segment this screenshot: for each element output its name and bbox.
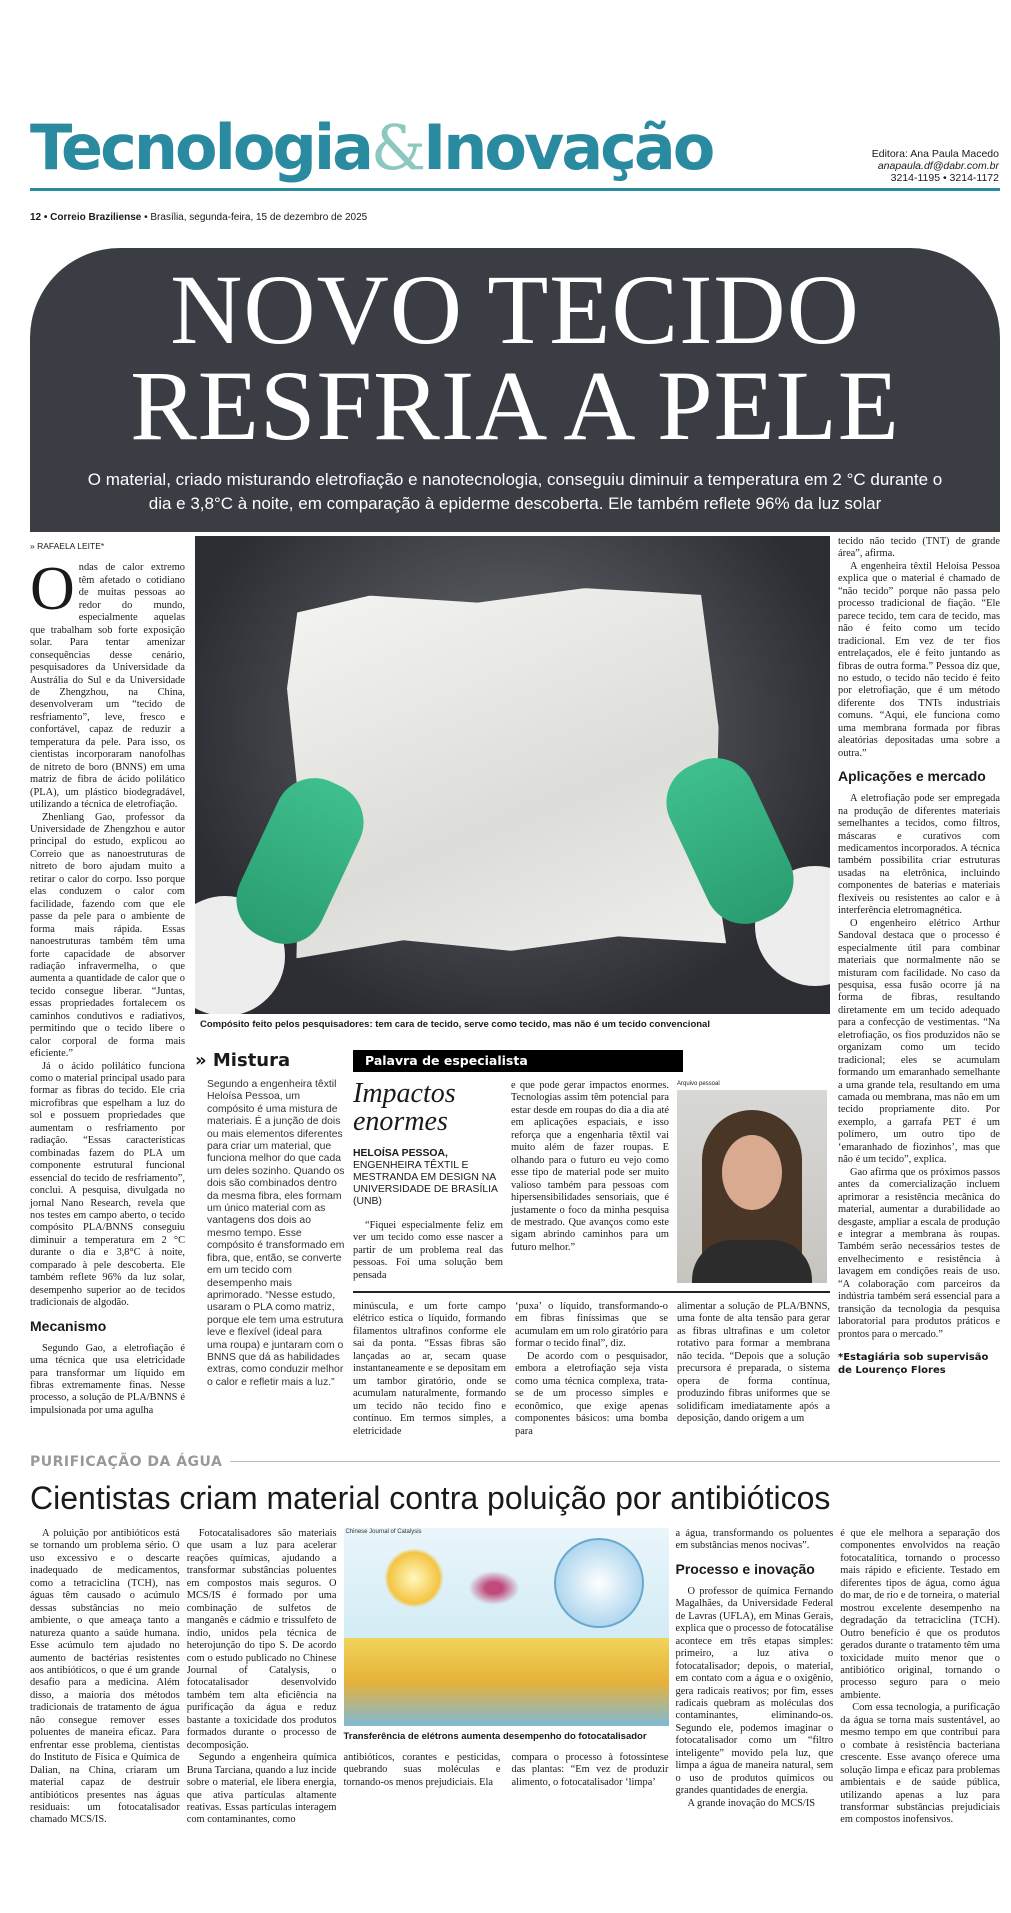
- molecule-inset: [554, 1538, 644, 1628]
- paragraph: Fotocatalisadores são materiais que usam a luz para acelerar reações químicas, ajudando a transformar substâncias poluentes em compostos mais seguros. O MCS/IS é formado por uma combinação de sulfetos de manganês e cádmio e trissulfeto de índio, unidos pela técnica de heterojunção do tipo S. De acordo com o estudo publicado no Chinese Journal of Catalysis, o fotocatalisador desenvolvido também tem alta eficiência na purificação da água e reduz bastante a toxicidade dos produtos formados durante o processo de decomposição.: [186, 1527, 337, 1751]
- article-column-3: [353, 1301, 506, 1438]
- paragraph: A engenheira têxtil Heloísa Pessoa explica que o material é chamado de “não tecido” porque não passa pelo processo tradicional de fiação. “Ele parece tecido, tem cara de tecido, mas não é feito como um tecido tradicional. Em vez de ter fios entrelaçados, ele é feito juntando as fibras de outra forma.” Pessoa diz que, no estudo, o tecido não tecido é feito por eletrofiação, que é um método diferente dos TNTs industriais comuns. “Aqui, ele funciona como uma membrana formada por fibras aleatórias depositadas uma sobre a outra.”: [838, 560, 1000, 759]
- section-header: [30, 1454, 1000, 1470]
- second-column-3: [344, 1752, 501, 1789]
- sun-icon: [384, 1548, 444, 1608]
- masthead-ampersand: &: [370, 111, 424, 184]
- paragraph: é que ele melhora a separação dos componentes envolvidos na reação fotocatalítica, tornando o processo mais rápido e eficiente. Testado em diferentes tipos de água, como água do mar, de rio e de torneira, o material mostrou excelente desempenho na degradação da tetraciclina (TCH). Outro benefício é que os produtos gerados durante o tratamento têm uma toxicidade muito menor que o antibiótico original, tornando o processo seguro para o meio ambiente.: [840, 1527, 1000, 1701]
- second-column-6: [840, 1528, 1000, 1827]
- footnote: *Estagiária sob supervisão de Lourenço Flores: [838, 1352, 989, 1377]
- mistura-box: [195, 1050, 345, 1389]
- editor-info: [872, 148, 999, 184]
- subhead-aplicacoes: Aplicações e mercado: [838, 768, 986, 785]
- paragraph: O engenheiro elétrico Arthur Sandoval destaca que o processo é especialmente útil para combinar materiais que normalmente não se misturam com facilidade. No caso da pesquisa, essa fusão ocorre já na forma de fibras, resultando diretamente em um tecido adequado para a confecção de vestimentas. “Na eletrofiação, os fios produzidos não se organizam como um tecido tradicional; eles se acumulam formando um emaranhado semelhante a uma grande tela, resultando em uma camada ou membrana, mas não em um tecido propriamente dito. Por exemplo, a garrafa PET é um polímero, um outro tipo de ‘emaranhado de fiozinhos’, mas que não é um tecido”, explica.: [838, 917, 1000, 1166]
- paragraph: minúscula, e um forte campo elétrico estica o líquido, formando filamentos ultrafinos conforme ele sai da ponta. “Essas fibras são lançadas ao ar, secam quase instantaneamente e se depositam em um tambor giratório, onde se acumulam naturalmente, formando um tecido não tecido fino e contínuo. Em termos simples, a eletricidade: [353, 1301, 506, 1437]
- center-area: [195, 536, 830, 1438]
- paragraph: Com essa tecnologia, a purificação da água se torna mais sustentável, ao mesmo tempo em que contribui para o combate à resistência bacteriana crescente. Esse avanço oferece uma solução limpa e eficaz para problemas ambientais e de saúde pública, utilizando apenas a luz para transformar substâncias prejudiciais em compostos inofensivos.: [840, 1702, 1000, 1826]
- paragraph: compara o processo à fotossíntese das plantas: “Em vez de produzir alimento, o fotocatalisador ‘limpa’: [511, 1751, 669, 1788]
- specialist-position: ENGENHEIRA TÊXTIL E MESTRANDA EM DESIGN NA UNIVERSIDADE DE BRASÍLIA (UNB): [353, 1160, 498, 1207]
- catalyst-layer: [344, 1638, 669, 1726]
- subhead-mecanismo: Mecanismo: [30, 1317, 107, 1334]
- editor-phones: 3214-1195 • 3214-1172: [890, 172, 999, 184]
- subhead-processo: Processo e inovação: [675, 1560, 815, 1577]
- masthead-inovacao: Inovação: [423, 111, 713, 184]
- drop-cap: O: [30, 555, 75, 624]
- paragraph: tecido não tecido (TNT) de grande área”, afirma.: [838, 536, 1000, 560]
- fabric-sheet: [284, 584, 726, 959]
- section-label: PURIFICAÇÃO DA ÁGUA: [30, 1453, 223, 1470]
- paragraph: A grande inovação do MCS/IS: [687, 1797, 816, 1809]
- paragraph: A eletrofiação pode ser empregada na produção de diferentes materiais semelhantes a tecidos, como filtros, máscaras e curativos com medicamentos incorporados. A técnica também possibilita criar estruturas usadas na eletrônica, incluindo componentes de baterias e materiais flexíveis ou resistentes ao calor e à interferência eletromagnética.: [838, 793, 1000, 917]
- main-article: [30, 536, 1000, 1438]
- editor-name: Editora: Ana Paula Macedo: [871, 148, 999, 160]
- specialist-portrait: [677, 1090, 827, 1283]
- section-rule: [230, 1461, 1000, 1462]
- mistura-text: Segundo a engenheira têxtil Heloísa Pessoa, um compósito é uma mistura de materiais. É a junção de dois ou mais elementos diferentes para criar um material, que funciona melhor do que cada um deles sozinho. Quando os dois são combinados dentro da mesma fibra, eles formam um único material com as vantagens dos dois ao mesmo tempo. Esse compósito é transformado em fibra, que, então, se converte em um tecido com desempenho mais aprimorado. “Nesse estudo, usaram o PLA como matriz, porque ele tem uma estrutura leve e flexível (ideal para uma roupa) e juntaram com o BNNS que dá as habilidades extras, como conduzir melhor o calor e refletir mais a luz.”: [207, 1079, 345, 1388]
- section-masthead: [30, 108, 712, 188]
- figure-area: [344, 1528, 669, 1789]
- paragraph: O professor de química Fernando Magalhães, da Universidade Federal de Lavras (UFLA), em Minas Gerais, explica que o processo de fotocatálise acontece em três etapas simples: primeiro, a luz ativa o fotocatalisador; depois, o material, em contato com a água e o oxigênio, gera radicais reativos; por fim, esses radicais quebram as moléculas dos contaminantes, eliminando-os. Segundo ele, podemos imaginar o fotocatalisador como um “filtro inteligente” movido pela luz, que limpa a água de maneira natural, sem o uso de produtos químicos ou grandes quantidades de energia.: [675, 1585, 834, 1797]
- second-column-1: [30, 1528, 180, 1827]
- antibiotic-molecule: [464, 1568, 524, 1608]
- headline-banner: [30, 248, 1000, 532]
- fabric-photo: [195, 536, 830, 1014]
- page-number: 12 • Correio Braziliense: [30, 212, 142, 223]
- article-column-4: [515, 1301, 668, 1438]
- paragraph: a água, transformando os poluentes em substâncias menos nocivas”.: [675, 1527, 834, 1552]
- paragraph: Gao afirma que os próximos passos antes da comercialização incluem aprimorar a resistência mecânica do material, aumentar a durabilidade ao desgaste, ampliar a escala de produção e integrar a membrana às roupas. Também serão necessários testes de envelhecimento e resistência à lavagem em condições reais de uso. “A colaboração com parceiros da indústria também será essencial para a transição da tecnologia da pesquisa laboratorial para produtos práticos e prontos para o mercado.”: [838, 1166, 1000, 1340]
- portrait-column: [677, 1080, 827, 1283]
- photo-caption: Compósito feito pelos pesquisadores: tem cara de tecido, serve como tecido, mas não é um tecido convencional: [200, 1019, 710, 1030]
- byline: » RAFAELA LEITE*: [30, 541, 105, 551]
- face: [722, 1135, 782, 1210]
- mistura-title: » Mistura: [195, 1050, 291, 1071]
- specialist-box: [353, 1080, 830, 1283]
- paragraph: alimentar a solução de PLA/BNNS, uma fonte de alta tensão para gerar as fibras ultrafinas e um coletor rotativo para formar a membrana não tecida. “Depois que a solução precursora é preparada, o sistema opera de forma contínua, produzindo fibras uniformes que se solidificam imediatamente após a deposição, dando origem a um: [677, 1301, 830, 1425]
- paragraph: e que pode gerar impactos enormes. Tecnologias assim têm potencial para estar desde em roupas do dia a dia até em aplicações espaciais, e isso reforça que a engenharia têxtil vai muito além de fazer roupas. E olhando para o futuro eu vejo como esse tipo de material pode ser muito valioso também para pessoas com hipersensibilidades sensoriais, que é justamente o foco da minha pesquisa de mestrado. Que avanços como este sigam abrindo caminhos para um futuro melhor.”: [511, 1080, 669, 1253]
- article-column-1: [30, 536, 185, 1417]
- date: • Brasília, segunda-feira, 15 de dezembro de 2025: [141, 212, 368, 223]
- paragraph: antibióticos, corantes e pesticidas, quebrando suas moléculas e tornando-os menos prejudiciais. Ela: [343, 1751, 501, 1788]
- headline-line-1: NOVO TECIDO: [170, 254, 860, 365]
- shirt: [692, 1240, 812, 1283]
- figure-columns: [344, 1752, 669, 1789]
- specialist-quote-2: [511, 1080, 669, 1254]
- specialist-name: HELOÍSA PESSOA,: [353, 1148, 448, 1159]
- paragraph: A poluição por antibióticos está se tornando um problema sério. O uso excessivo e o descarte inadequado de medicamentos, como a tetraciclina (TCH), nas águas têm causado o acúmulo dessas substâncias no meio ambiente, o que ameaça tanto a natureza quanto a saúde humana. Esse acúmulo tem ajudado no aumento de bactérias resistentes aos antibióticos, o que é um grande desafio para a medicina. Além disso, a maioria dos métodos tradicionais de tratamento de água não consegue remover esses poluentes de maneira eficaz. Para enfrentar esse problema, cientistas do Instituto de Física e Química de Dalian, na China, criaram um material capaz de destruir antibióticos presentes nas águas residuais: um fotocatalisador chamado MCS/IS.: [30, 1527, 180, 1826]
- photocatalyst-figure: [344, 1528, 669, 1726]
- paragraph: Segundo a engenheira química Bruna Tarciana, quando a luz incide sobre o material, ele libera energia, que ativa partículas altamente reativas. Essas partículas interagem com contaminantes, como: [186, 1752, 337, 1826]
- figure-caption: Transferência de elétrons aumenta desempenho do fotocatalisador: [343, 1730, 647, 1742]
- article-column-5: [677, 1301, 830, 1426]
- second-column-4: [512, 1752, 669, 1789]
- second-headline: Cientistas criam material contra poluição por antibióticos: [30, 1479, 831, 1516]
- specialist-role: [353, 1148, 503, 1208]
- specialist-title: Impactos enormes: [353, 1078, 456, 1137]
- specialist-bar: Palavra de especialista: [353, 1050, 683, 1072]
- subtitle: O material, criado misturando eletrofiação e nanotecnologia, conseguiu diminuir a temperatura em 2 °C durante o dia e 3,8°C à noite, em comparação à epiderme descoberta. Ele também reflete 96% da luz solar: [87, 470, 943, 513]
- paragraph: “Fiquei especialmente feliz em ver um tecido como esse nascer a partir de um problema real das pessoas. Foi uma solução bem pensada: [353, 1220, 503, 1281]
- page-header: [0, 0, 1011, 240]
- second-column-2: [187, 1528, 337, 1827]
- paragraph: ‘puxa’ o líquido, transformando-o em fibras finíssimas que se acumulam em um rolo giratório para formar o tecido final”, diz.: [515, 1301, 668, 1350]
- paragraph: Segundo Gao, a eletrofiação é uma técnica que usa eletricidade para transformar um líquido em fibras extremamente finas. Nesse processo, a solução de PLA/BNNS é impulsionada por uma agulha: [30, 1342, 185, 1416]
- paragraph: ndas de calor extremo têm afetado o cotidiano de muitas pessoas ao redor do mundo, especialmente aquelas que trabalham sob forte exposição solar. Para tentar amenizar consequências desse cenário, pesquisadores da Universidade da Austrália do Sul e da Universidade de Zhengzhou, na China, desenvolveram um “tecido de resfriamento”, leve, fresco e confortável, capaz de reduzir a temperatura da pele. Para isso, os cientistas incorporaram nanofolhas de nitreto de boro (BNNS) em uma matriz de fibra de ácido polilático (PLA), um plástico biodegradável, utilizando a técnica de eletrofiação.: [30, 562, 185, 811]
- photo-credit: Arquivo pessoal: [677, 1081, 720, 1087]
- masthead-tecnologia: Tecnologia: [30, 111, 371, 184]
- specialist-bottom-rule: [353, 1291, 830, 1293]
- headline-line-2: RESFRIA A PELE: [130, 350, 900, 461]
- specialist-intro: [353, 1080, 503, 1282]
- second-article: [30, 1528, 1000, 1827]
- specialist-quote-1: [353, 1220, 503, 1282]
- dateline: [30, 212, 367, 223]
- specialist-section: [353, 1050, 830, 1438]
- article-column-6: [838, 536, 1000, 1377]
- paragraph: Já o ácido polilático funciona como o material principal usado para formar as fibras do tecido. Ele cria microfibras que espelham a luz do sol e possuem propriedades que aumentam o resfriamento por radiação. “Essas características combinadas fazem do PLA um componente estrutural funcional essencial do tecido de resfriamento”, conclui. A pesquisa, divulgada no jornal Nano Research, revela que nos testes em campo aberto, o tecido compósito PLA/BNNS conseguiu diminuir a temperatura em 2 °C durante o dia e 3,8°C à noite, comparado à pele descoberta. Ele também reflete 96% da luz solar, desempenho superior ao de tecidos tradicionais de algodão.: [30, 1060, 185, 1309]
- figure-source: Chinese Journal of Catalysis: [345, 1528, 422, 1535]
- editor-email[interactable]: anapaula.df@dabr.com.br: [877, 160, 999, 172]
- masthead-rule: [30, 188, 1000, 191]
- second-column-5: [676, 1528, 834, 1810]
- continuation-columns: [353, 1301, 830, 1438]
- under-photo-area: [195, 1030, 830, 1438]
- paragraph: De acordo com o pesquisador, embora a eletrofiação seja vista como uma técnica complexa, trata-se de um processo simples e econômico, que exige apenas componentes básicos: uma bomba para: [515, 1350, 668, 1437]
- paragraph: Zhenliang Gao, professor da Universidade de Zhengzhou e autor principal do estudo, explicou ao Correio que as nanoestruturas de nitreto de boro ajudam muito a retirar o calor do corpo. Isso porque elas conduzem o calor com facilidade, fazendo com que ele passe da pele para o ambiente de forma mais rápida. Essas nanoestruturas também têm uma forte capacidade de absorver radiação infravermelha, o que aumenta a quantidade de calor que o tecido consegue liberar. “Juntas, essas propriedades fortalecem os caminhos condutivos e radiativos, permitindo que o tecido libere o calor corporal de forma mais eficiente.”: [30, 811, 185, 1060]
